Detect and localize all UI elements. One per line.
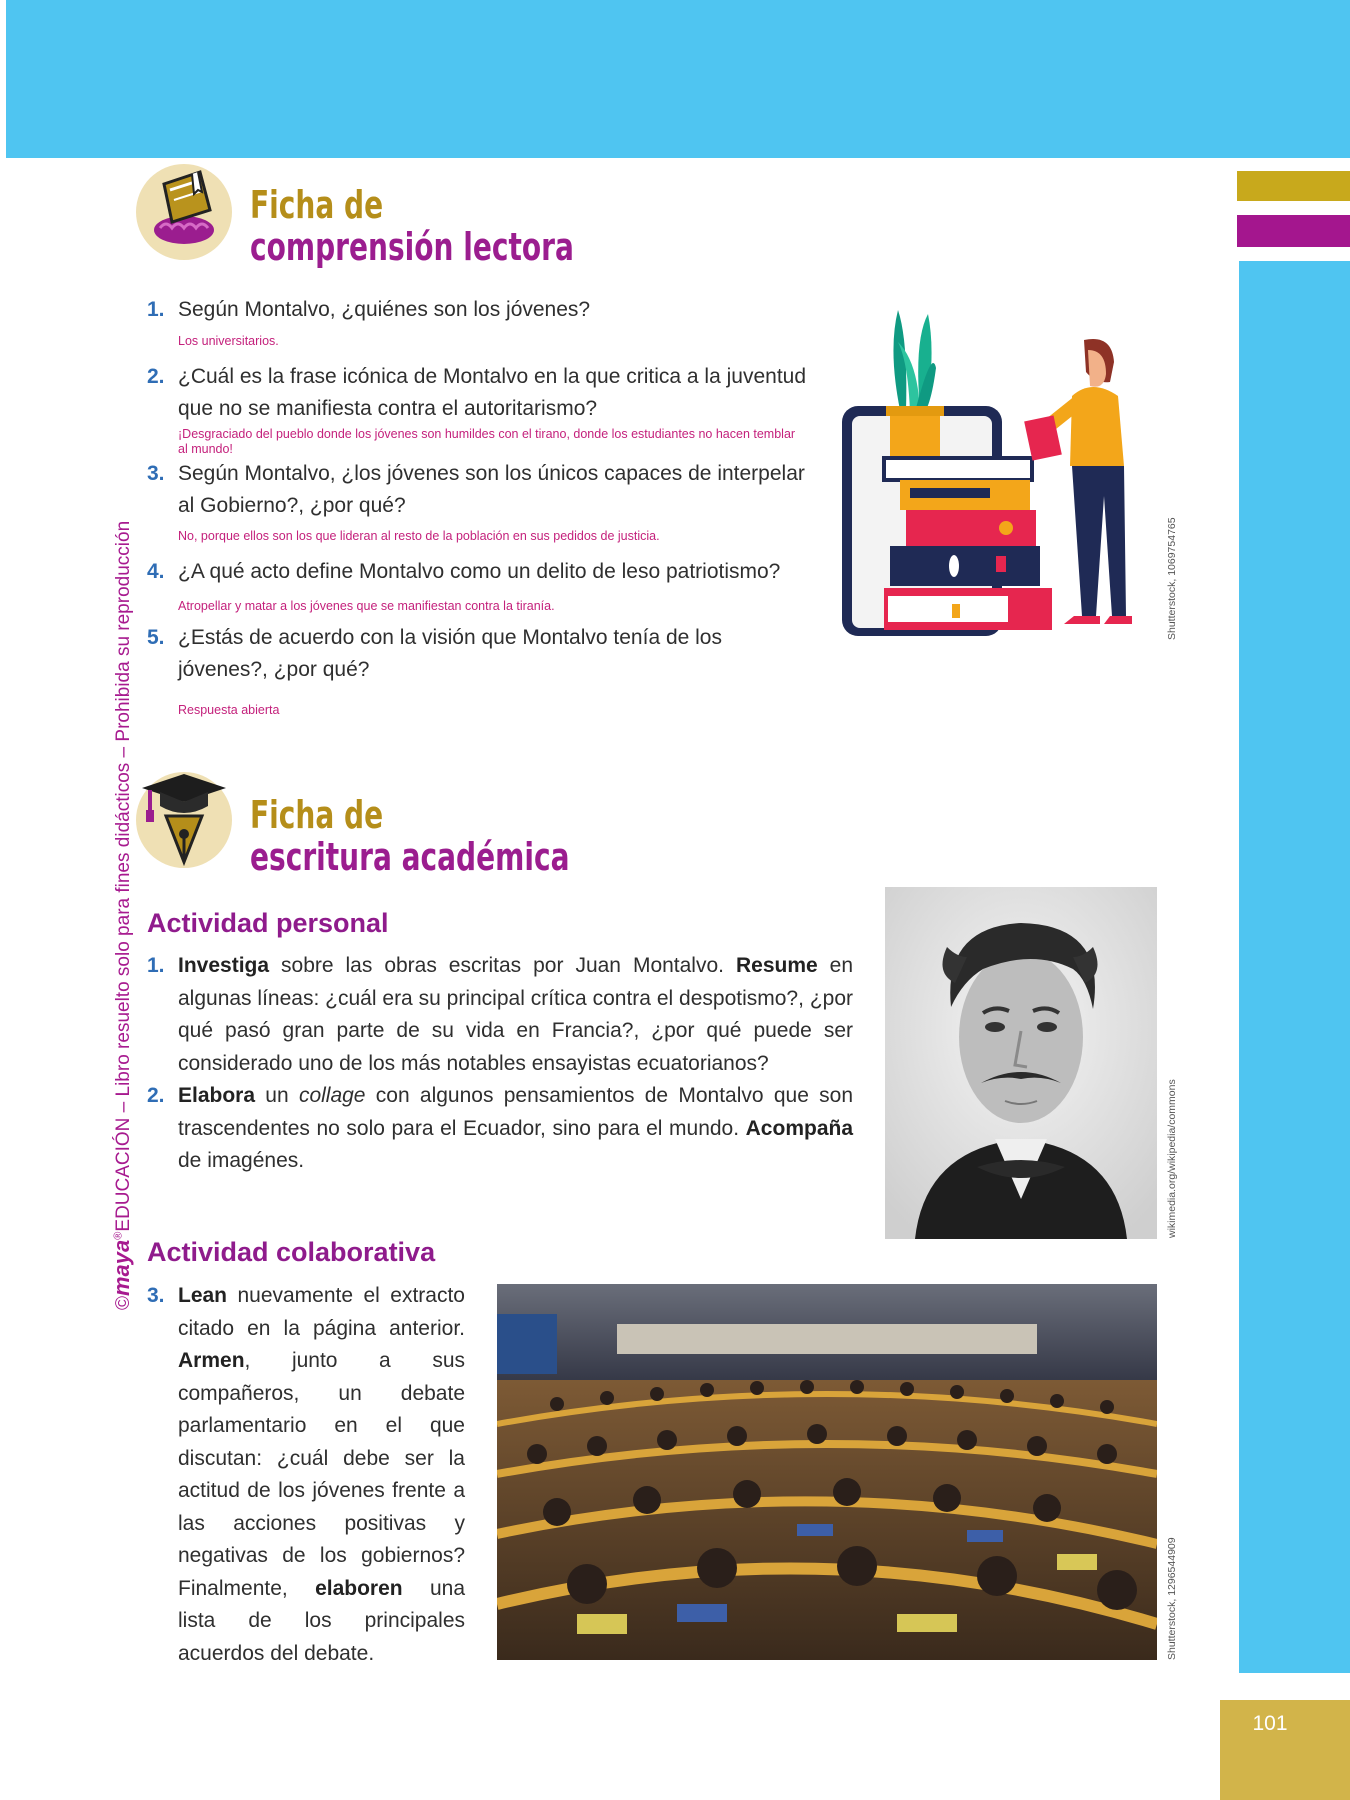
item-text: en algunas líneas: ¿cuál era su principal crítica contra el despotismo?, ¿por qué pasó gran parte de su vida en Francia?, ¿por qué puede ser considerado uno de los más notables ensayistas ecuatorianos? bbox=[178, 954, 853, 1075]
question-4 bbox=[147, 556, 807, 588]
academic-writing-icon bbox=[136, 772, 232, 868]
question-text: Según Montalvo, ¿los jóvenes son los únicos capaces de interpelar al Gobierno?, ¿por qué? bbox=[178, 462, 805, 517]
question-text: Según Montalvo, ¿quiénes son los jóvenes? bbox=[178, 298, 591, 321]
question-text: ¿Estás de acuerdo con la visión que Montalvo tenía de los jóvenes?, ¿por qué? bbox=[178, 626, 722, 681]
reading-comprehension-icon bbox=[136, 164, 232, 260]
question-5 bbox=[147, 622, 807, 686]
section2-title-line2: escritura académica bbox=[250, 835, 570, 879]
answer-5: Respuesta abierta bbox=[178, 703, 280, 717]
question-text: ¿Cuál es la frase icónica de Montalvo en la que critica a la juventud que no se manifiesta contra el autoritarismo? bbox=[178, 365, 807, 420]
question-2 bbox=[147, 361, 807, 425]
item-verb: Armen bbox=[178, 1349, 245, 1372]
item-text: un bbox=[255, 1084, 299, 1107]
item-italic: collage bbox=[298, 1084, 366, 1107]
actividad-colaborativa-heading: Actividad colaborativa bbox=[147, 1237, 436, 1267]
question-3 bbox=[147, 458, 807, 522]
portrait-credit: wikimedia.org/wikipedia/commons bbox=[1166, 1079, 1178, 1238]
page-number: 101 bbox=[1252, 1712, 1288, 1735]
parliament-credit: Shutterstock, 1296544909 bbox=[1166, 1537, 1178, 1660]
brand-name: maya bbox=[109, 1239, 134, 1296]
top-band-edge bbox=[0, 0, 6, 158]
item-verb: elaboren bbox=[315, 1576, 403, 1600]
item-text: una lista de los principales acuerdos del debate. bbox=[178, 1576, 465, 1665]
personal-item-1 bbox=[147, 950, 853, 1080]
copyright-text: EDUCACIÓN – Libro resuelto solo para fines didácticos – Prohibida su reproducción bbox=[113, 520, 134, 1232]
registered-mark: ® bbox=[112, 1231, 125, 1240]
item-verb: Resume bbox=[735, 954, 818, 977]
collaborative-item-3 bbox=[147, 1280, 465, 1670]
question-number: 3. bbox=[147, 462, 165, 485]
item-verb: Lean bbox=[178, 1284, 228, 1307]
answer-4: Atropellar y matar a los jóvenes que se manifiestan contra la tiranía. bbox=[178, 599, 555, 613]
personal-item-2 bbox=[147, 1080, 853, 1178]
item-text: con algunos pensamientos de Montalvo que son trascendentes no solo para el Ecuador, sino para el mundo. bbox=[178, 1084, 853, 1140]
item-number: 3. bbox=[147, 1284, 165, 1307]
montalvo-portrait bbox=[885, 887, 1157, 1239]
parliament-photo bbox=[497, 1284, 1157, 1660]
section1-title-line2: comprensión lectora bbox=[250, 225, 574, 269]
books-illustration bbox=[840, 300, 1160, 650]
answer-1: Los universitarios. bbox=[178, 334, 279, 348]
actividad-personal-heading: Actividad personal bbox=[147, 908, 389, 938]
item-verb: Investiga bbox=[178, 954, 270, 977]
answer-3: No, porque ellos son los que lideran al resto de la población en sus pedidos de justicia. bbox=[178, 529, 660, 543]
item-text: de imagénes. bbox=[178, 1149, 305, 1172]
copyright-symbol: © bbox=[113, 1296, 134, 1310]
right-purple-bar bbox=[1237, 215, 1350, 247]
illustration-credit: Shutterstock, 1069754765 bbox=[1166, 517, 1178, 640]
item-verb: Acompaña bbox=[745, 1116, 853, 1140]
item-number: 1. bbox=[147, 954, 165, 977]
question-number: 5. bbox=[147, 626, 165, 649]
item-text: sobre las obras escritas por Juan Montalvo. bbox=[269, 954, 736, 977]
section2-title-line1: Ficha de bbox=[250, 793, 384, 837]
answer-2: ¡Desgraciado del pueblo donde los jóvenes son humildes con el tirano, donde los estudiantes no hacen temblar al mundo! bbox=[178, 427, 796, 456]
question-number: 2. bbox=[147, 365, 165, 388]
question-1 bbox=[147, 294, 807, 326]
top-color-band bbox=[0, 0, 1350, 158]
item-verb: Elabora bbox=[178, 1084, 256, 1107]
item-text: nuevamente el extracto citado en la página anterior. bbox=[178, 1284, 465, 1340]
section1-title-line1: Ficha de bbox=[250, 183, 384, 227]
copyright-strip bbox=[109, 480, 135, 1310]
item-text: , junto a sus compañeros, un debate parlamentario en el que discutan: ¿cuál debe ser la actitud de los jóvenes frente a las acciones positivas y negativas de los gobiernos? Finalmente, bbox=[178, 1349, 465, 1600]
item-number: 2. bbox=[147, 1084, 165, 1107]
question-number: 4. bbox=[147, 560, 165, 583]
question-number: 1. bbox=[147, 298, 165, 321]
question-text: ¿A qué acto define Montalvo como un delito de leso patriotismo? bbox=[178, 560, 781, 583]
right-gold-bar bbox=[1237, 171, 1350, 201]
right-blue-bar bbox=[1239, 261, 1350, 1673]
